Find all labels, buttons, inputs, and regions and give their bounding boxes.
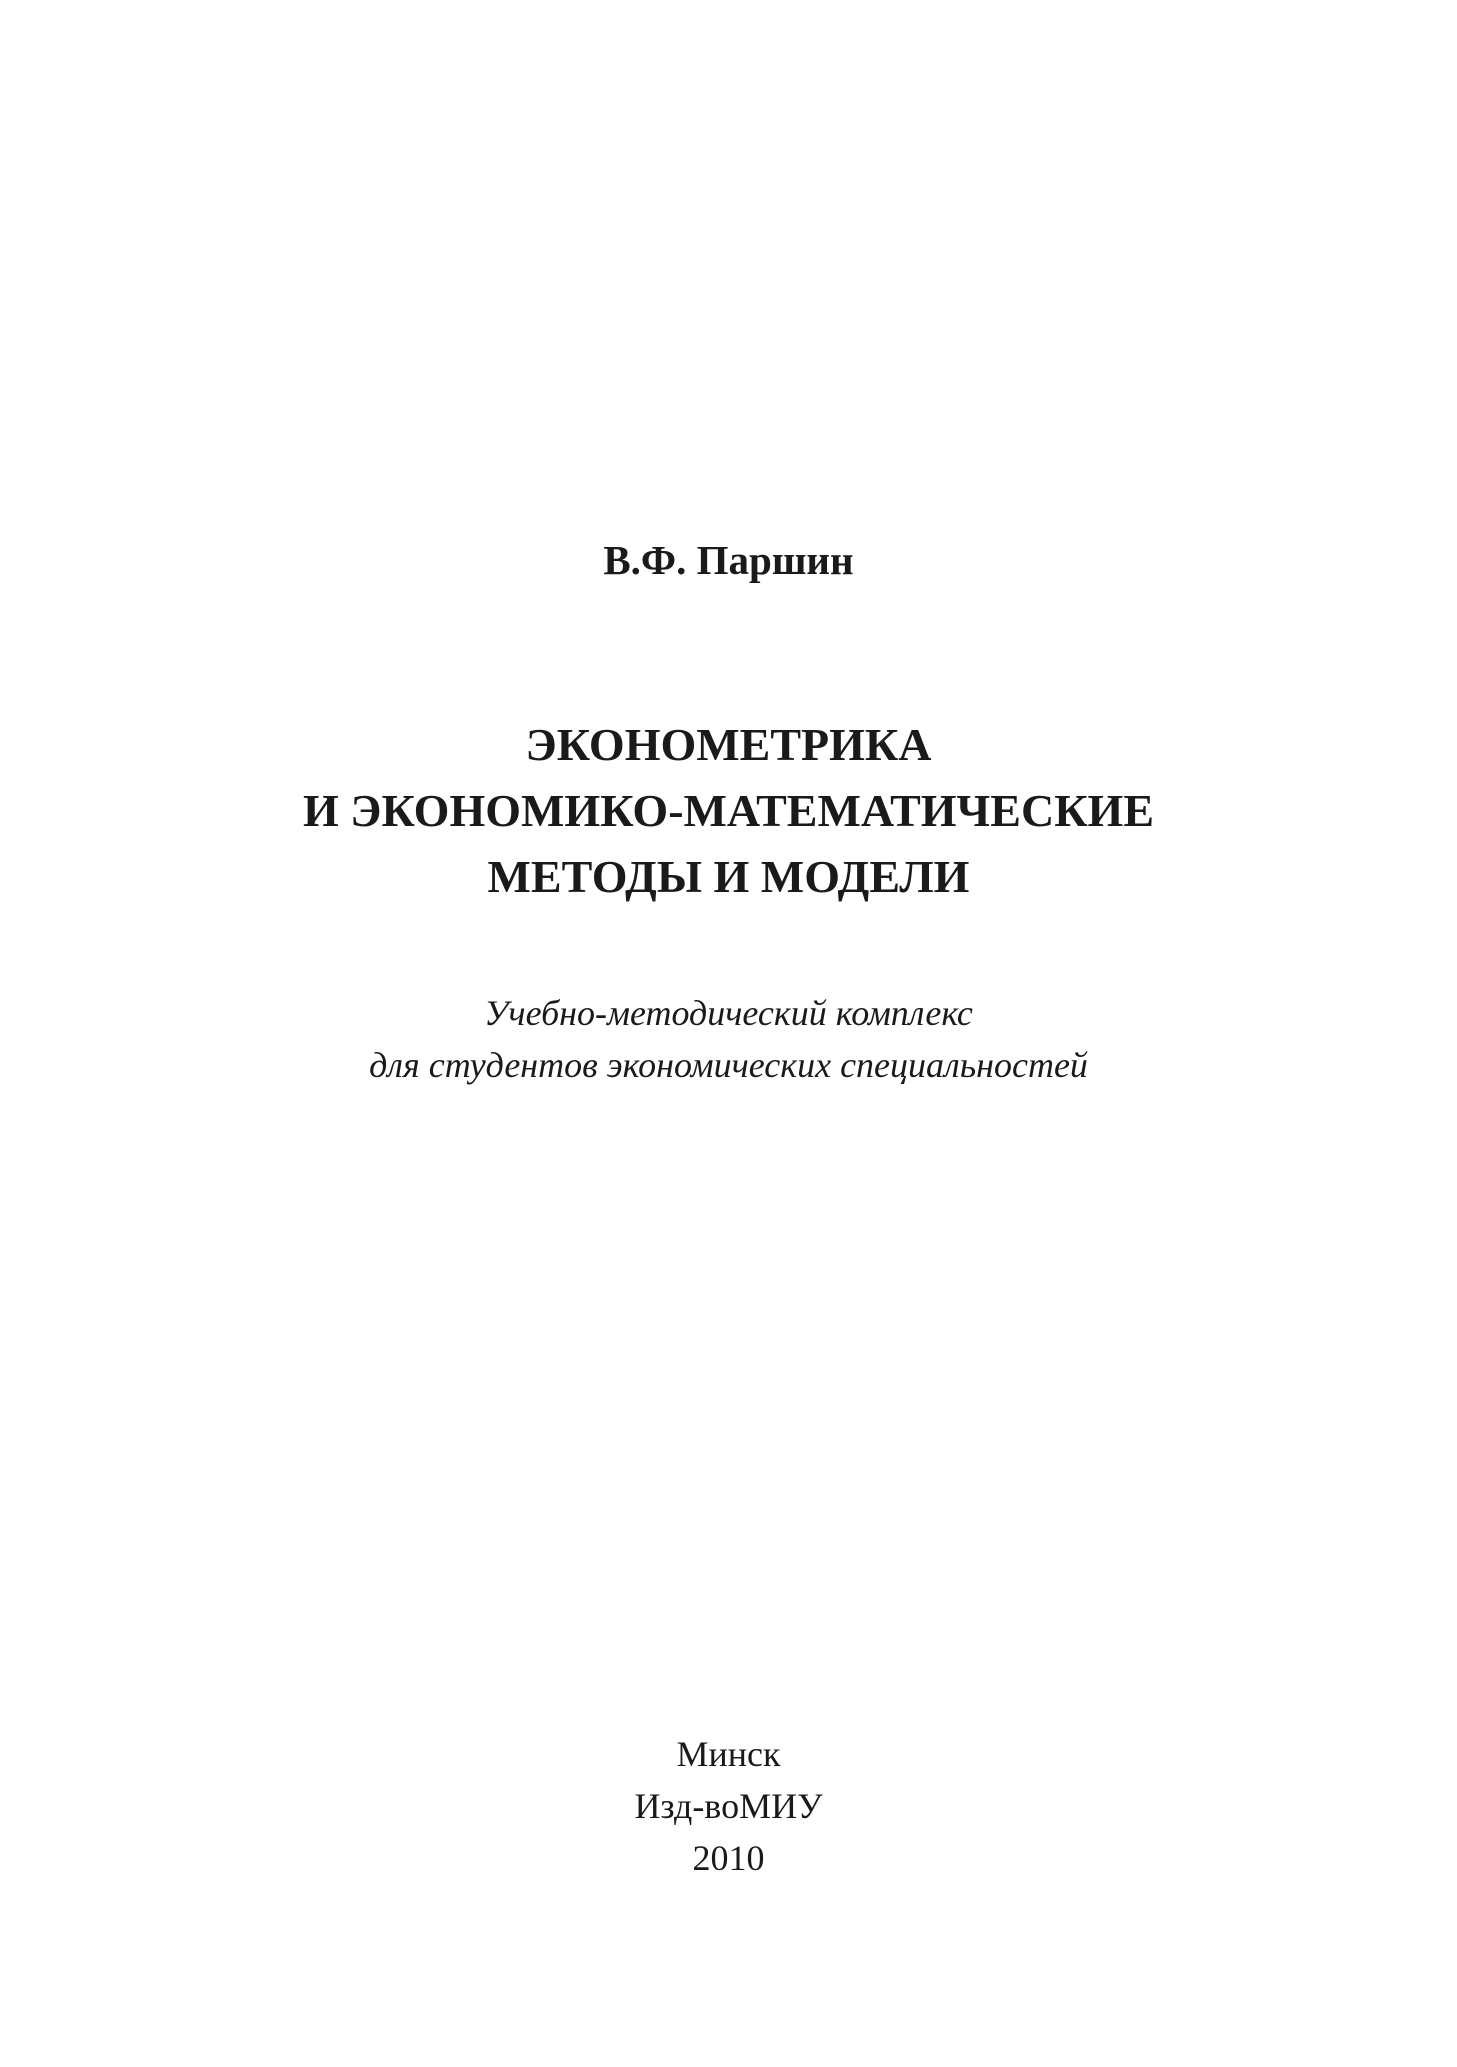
book-subtitle-line-1: Учебно-методический комплекс xyxy=(484,993,973,1033)
book-title-line-3: МЕТОДЫ И МОДЕЛИ xyxy=(487,851,970,902)
author-name: В.Ф. Паршин xyxy=(603,537,854,583)
imprint-city: Минск xyxy=(676,1734,781,1774)
book-subtitle xyxy=(0,987,1457,1091)
book-title-line-2: И ЭКОНОМИКО-МАТЕМАТИЧЕСКИЕ xyxy=(302,785,1155,836)
imprint-publisher: Изд-воМИУ xyxy=(634,1786,823,1826)
imprint xyxy=(0,1728,1457,1884)
book-title-line-1: ЭКОНОМЕТРИКА xyxy=(525,719,932,770)
book-subtitle-line-2: для студентов экономических специальностей xyxy=(369,1045,1088,1085)
book-title xyxy=(0,712,1457,910)
imprint-year: 2010 xyxy=(692,1838,765,1878)
